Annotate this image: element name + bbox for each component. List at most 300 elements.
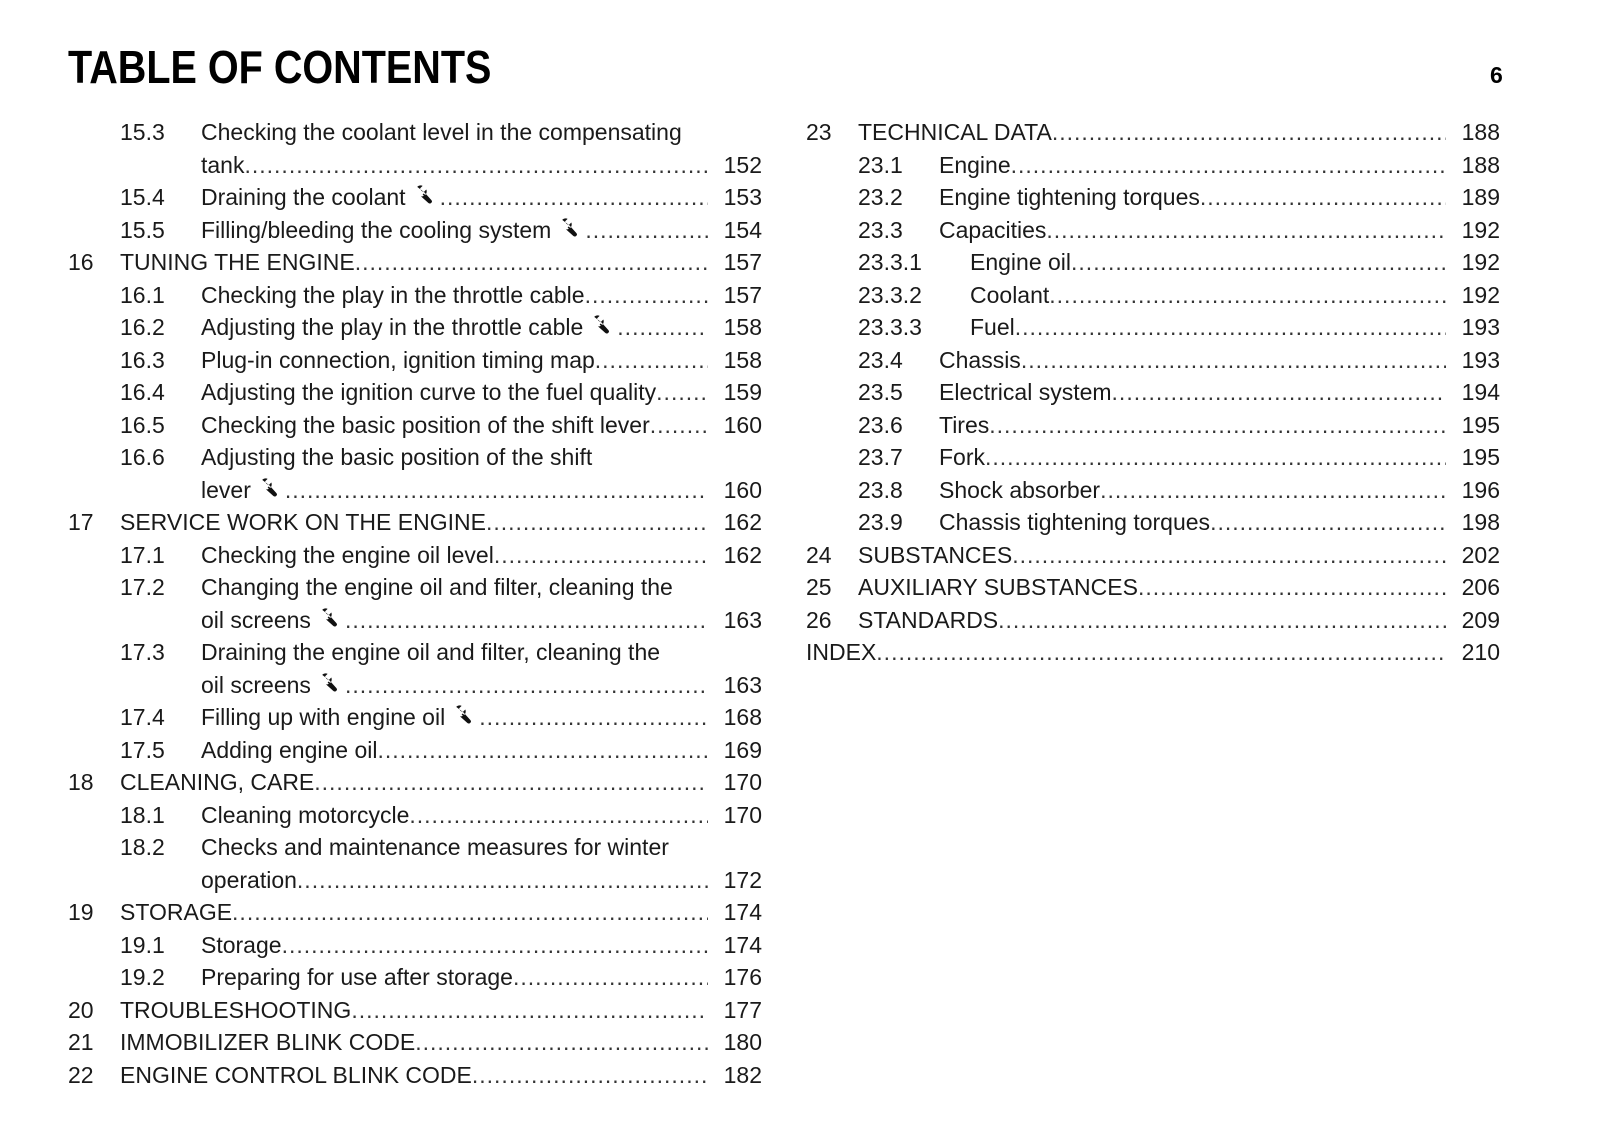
toc-entry-page[interactable]: 162	[723, 541, 762, 568]
toc-entry-number: 23.9	[858, 509, 903, 535]
toc-entry-number: 19.1	[120, 931, 165, 958]
toc-entry-page[interactable]: 158	[723, 314, 762, 340]
toc-entry-title-wrap	[201, 604, 708, 637]
toc-entry-title-wrap	[939, 214, 1446, 247]
toc-entry[interactable]	[806, 181, 1500, 214]
toc-entry-title-wrap	[201, 929, 708, 962]
toc-entry-page[interactable]: 192	[1461, 249, 1500, 275]
toc-entry-title[interactable]: IMMOBILIZER BLINK CODE	[120, 1029, 416, 1055]
toc-entry-title[interactable]: Fuel	[970, 314, 1015, 340]
toc-entry-title-wrap	[201, 376, 708, 409]
toc-entry-number: 16.1	[120, 281, 165, 308]
dot-leader	[1046, 214, 1446, 247]
toc-entry-page[interactable]: 162	[723, 509, 762, 535]
toc-entry-title[interactable]: Fork	[939, 444, 985, 470]
toc-entry-first-line	[68, 571, 762, 604]
toc-entry-title-wrap	[120, 246, 708, 279]
dot-leader	[244, 149, 708, 182]
toc-entry-row	[806, 539, 1500, 572]
toc-entry-title-wrap	[201, 799, 708, 832]
toc-entry-page[interactable]: 169	[723, 736, 762, 763]
toc-entry-title[interactable]: Adjusting the play in the throttle cable	[201, 314, 584, 340]
dot-leader	[513, 961, 708, 994]
toc-entry-title-wrap	[201, 214, 708, 247]
toc-entry-title-wrap	[201, 539, 708, 572]
toc-entry-row	[68, 766, 762, 799]
toc-entry-title[interactable]: STORAGE	[120, 899, 233, 925]
toc-entry-row	[68, 279, 762, 312]
dot-leader	[1052, 116, 1446, 149]
toc-entry-row	[68, 896, 762, 929]
toc-entry-title[interactable]: Electrical system	[939, 379, 1112, 405]
toc-entry-title-wrap	[201, 961, 708, 994]
toc-entry-page[interactable]: 209	[1461, 606, 1500, 633]
toc-entry-title-wrap	[201, 864, 708, 897]
toc-entry-row	[806, 279, 1500, 312]
toc-right-column	[806, 116, 1500, 669]
toc-entry-title[interactable]: Plug-in connection, ignition timing map	[201, 346, 595, 373]
toc-entry[interactable]	[68, 701, 762, 734]
toc-entry-title[interactable]: Engine tightening torques	[939, 184, 1200, 210]
toc-entry[interactable]	[68, 116, 762, 181]
toc-entry[interactable]	[68, 311, 762, 344]
toc-entry-title[interactable]: Capacities	[939, 216, 1047, 243]
toc-entry-row	[68, 409, 762, 442]
toc-entry[interactable]	[68, 831, 762, 896]
toc-entry-page[interactable]: 193	[1461, 314, 1500, 340]
toc-entry-title-wrap	[970, 246, 1446, 279]
toc-entry-title[interactable]: Cleaning motorcycle	[201, 801, 410, 828]
toc-entry-page[interactable]: 157	[723, 249, 762, 275]
toc-entry-page[interactable]: 168	[723, 704, 762, 730]
toc-entry-page[interactable]: 170	[723, 801, 762, 828]
toc-entry-page[interactable]: 195	[1461, 444, 1500, 470]
toc-entry[interactable]	[806, 344, 1500, 377]
toc-entry-title[interactable]: INDEX	[806, 639, 877, 665]
toc-entry-row	[806, 214, 1500, 247]
toc-entry[interactable]	[806, 214, 1500, 247]
toc-entry[interactable]	[68, 409, 762, 442]
dot-leader	[355, 246, 708, 279]
dot-leader	[232, 896, 708, 929]
toc-entry-title-wrap	[939, 344, 1446, 377]
toc-entry-title-wrap	[201, 669, 708, 702]
dot-leader	[472, 1059, 708, 1092]
toc-entry-title-wrap	[939, 506, 1446, 539]
toc-entry[interactable]	[68, 929, 762, 962]
dot-leader	[415, 1026, 708, 1059]
toc-entry-title-wrap	[201, 279, 708, 312]
toc-entry-page[interactable]: 198	[1461, 509, 1500, 535]
toc-entry-page[interactable]: 174	[723, 899, 762, 925]
toc-entry-number: 26	[806, 606, 832, 633]
toc-entry-page[interactable]: 194	[1461, 379, 1500, 405]
toc-entry-number: 23.3	[858, 216, 903, 243]
toc-entry-page[interactable]: 192	[1461, 216, 1500, 243]
toc-entry-row	[68, 506, 762, 539]
toc-entry-title-wrap	[120, 896, 708, 929]
toc-entry-number: 16.5	[120, 411, 165, 438]
toc-entry[interactable]	[68, 279, 762, 312]
toc-entry-title-line1: Checking the coolant level in the compensating	[201, 119, 682, 145]
toc-entry-title-wrap	[201, 311, 708, 344]
toc-entry-page[interactable]: 192	[1461, 281, 1500, 308]
toc-entry-number: 17.4	[120, 704, 165, 730]
toc-entry-number: 23.1	[858, 151, 903, 178]
toc-entry-row	[806, 636, 1500, 669]
toc-entry-page[interactable]: 172	[723, 866, 762, 893]
toc-entry-title[interactable]: Chassis tightening torques	[939, 509, 1211, 535]
toc-entry-row	[806, 149, 1500, 182]
toc-entry-title[interactable]: SUBSTANCES	[858, 541, 1013, 568]
toc-entry-row	[68, 214, 762, 247]
toc-entry-page[interactable]: 160	[723, 411, 762, 438]
dot-leader	[1200, 181, 1446, 214]
toc-entry-number: 23.4	[858, 346, 903, 373]
toc-entry[interactable]	[68, 766, 762, 799]
toc-entry-row	[806, 311, 1500, 344]
toc-entry-title[interactable]: Filling up with engine oil	[201, 704, 446, 730]
toc-entry-title[interactable]: tank	[201, 151, 245, 178]
toc-entry-title[interactable]: STANDARDS	[858, 606, 999, 633]
toc-entry-page[interactable]: 189	[1461, 184, 1500, 210]
toc-entry[interactable]	[806, 246, 1500, 279]
toc-entry[interactable]	[68, 636, 762, 701]
dot-leader	[1015, 311, 1446, 344]
toc-entry-row	[806, 506, 1500, 539]
toc-entry-title-wrap	[858, 571, 1446, 604]
toc-entry-title-wrap	[120, 994, 708, 1027]
toc-entry-row	[68, 149, 762, 182]
toc-entry-row	[68, 734, 762, 767]
toc-entry-number: 22	[68, 1061, 94, 1088]
toc-entry-row	[68, 994, 762, 1027]
dot-leader	[1049, 279, 1446, 312]
toc-entry-row	[68, 701, 762, 734]
toc-entry-number: 16.2	[120, 314, 165, 340]
toc-entry-number: 20	[68, 996, 94, 1023]
wrench-icon	[559, 214, 581, 236]
toc-entry-row	[806, 409, 1500, 442]
toc-entry-row	[68, 376, 762, 409]
toc-entry-page[interactable]: 180	[723, 1029, 762, 1055]
toc-entry-row	[68, 246, 762, 279]
toc-entry[interactable]	[806, 409, 1500, 442]
toc-entry-title[interactable]: Checking the play in the throttle cable	[201, 281, 585, 308]
toc-entry-number: 25	[806, 574, 832, 600]
toc-entry-title[interactable]: Coolant	[970, 281, 1050, 308]
dot-leader	[297, 864, 708, 897]
dot-leader	[617, 311, 708, 344]
toc-entry-title-wrap	[970, 311, 1446, 344]
toc-entry-title[interactable]: Adjusting the ignition curve to the fuel quality	[201, 379, 657, 405]
toc-entry-title-wrap	[120, 1026, 708, 1059]
toc-entry-title-wrap	[858, 604, 1446, 637]
toc-entry[interactable]	[806, 539, 1500, 572]
page-title: TABLE OF CONTENTS	[68, 41, 492, 93]
toc-entry-title-wrap	[120, 1059, 708, 1092]
dot-leader	[876, 636, 1446, 669]
toc-entry[interactable]	[68, 961, 762, 994]
toc-entry-title-wrap	[201, 344, 708, 377]
dot-leader	[1012, 539, 1446, 572]
toc-entry-row	[68, 344, 762, 377]
dot-leader	[1011, 149, 1446, 182]
toc-entry-title-wrap	[201, 701, 708, 734]
toc-entry-row	[68, 864, 762, 897]
toc-entry[interactable]	[806, 506, 1500, 539]
toc-entry-number: 17	[68, 509, 94, 535]
toc-entry[interactable]	[68, 181, 762, 214]
toc-entry-title-wrap	[970, 279, 1446, 312]
toc-entry-row	[806, 604, 1500, 637]
dot-leader	[585, 279, 708, 312]
toc-entry[interactable]	[806, 571, 1500, 604]
toc-entry[interactable]	[68, 896, 762, 929]
toc-entry-number: 15.4	[120, 184, 165, 210]
toc-entry-title-wrap	[120, 506, 708, 539]
toc-entry-title[interactable]: lever	[201, 476, 251, 503]
toc-entry-page[interactable]: 202	[1461, 541, 1500, 568]
toc-entry-title[interactable]: Tires	[939, 411, 990, 438]
toc-entry-title[interactable]: Shock absorber	[939, 476, 1101, 503]
toc-entry-page[interactable]: 154	[723, 216, 762, 243]
toc-entry-page[interactable]: 170	[723, 769, 762, 795]
dot-leader	[440, 181, 708, 214]
toc-entry-title[interactable]: Adding engine oil	[201, 736, 378, 763]
dot-leader	[1071, 246, 1446, 279]
toc-entry-row	[68, 311, 762, 344]
toc-entry[interactable]	[68, 1059, 762, 1092]
toc-entry-title[interactable]: oil screens	[201, 606, 311, 633]
toc-entry-page[interactable]: 193	[1461, 346, 1500, 373]
toc-entry-title-wrap	[201, 474, 708, 507]
toc-entry-title-wrap	[939, 441, 1446, 474]
toc-entry-title-wrap	[939, 409, 1446, 442]
toc-entry-title-wrap	[120, 766, 708, 799]
dot-leader	[998, 604, 1446, 637]
toc-entry-title[interactable]: operation	[201, 866, 297, 893]
toc-entry-page[interactable]: 160	[723, 476, 762, 503]
toc-entry-number: 24	[806, 541, 832, 568]
toc-entry-title-line1: Adjusting the basic position of the shift	[201, 444, 593, 470]
toc-entry[interactable]	[68, 344, 762, 377]
toc-entry-first-line	[68, 116, 762, 149]
toc-entry-number: 23.6	[858, 411, 903, 438]
toc-entry-page[interactable]: 163	[723, 671, 762, 698]
toc-entry-title[interactable]: CLEANING, CARE	[120, 769, 315, 795]
toc-entry-number: 21	[68, 1029, 94, 1055]
toc-entry[interactable]	[806, 474, 1500, 507]
dot-leader	[1112, 376, 1446, 409]
toc-entry-row	[806, 441, 1500, 474]
toc-entry-title[interactable]: Preparing for use after storage	[201, 964, 513, 990]
toc-entry[interactable]	[806, 311, 1500, 344]
wrench-icon	[319, 604, 341, 626]
toc-entry-row	[806, 376, 1500, 409]
toc-entry[interactable]	[68, 571, 762, 636]
toc-entry-number: 16.3	[120, 346, 165, 373]
wrench-icon	[414, 181, 436, 203]
toc-entry[interactable]	[806, 149, 1500, 182]
toc-entry-number: 23.2	[858, 184, 903, 210]
toc-entry-page[interactable]: 177	[723, 996, 762, 1023]
toc-entry-title-wrap	[201, 409, 708, 442]
toc-entry-page[interactable]: 210	[1461, 639, 1500, 665]
toc-entry-title-wrap	[201, 181, 708, 214]
toc-entry-row	[68, 929, 762, 962]
toc-entry-row	[68, 1026, 762, 1059]
toc-entry-title[interactable]: Filling/bleeding the cooling system	[201, 216, 552, 243]
dot-leader	[285, 474, 708, 507]
toc-entry-title-wrap	[201, 734, 708, 767]
dot-leader	[1138, 571, 1446, 604]
toc-entry-number: 19	[68, 899, 94, 925]
toc-entry-title[interactable]: Chassis	[939, 346, 1021, 373]
dot-leader	[345, 669, 708, 702]
toc-entry[interactable]	[806, 376, 1500, 409]
toc-entry-number: 17.5	[120, 736, 165, 763]
toc-entry-title[interactable]: Storage	[201, 931, 282, 958]
toc-entry-title[interactable]: Draining the coolant	[201, 184, 406, 210]
toc-entry-title-wrap	[858, 116, 1446, 149]
toc-entry-number: 17.2	[120, 574, 165, 600]
toc-entry[interactable]	[68, 734, 762, 767]
toc-entry-title[interactable]: TUNING THE ENGINE	[120, 249, 355, 275]
toc-entry-title-wrap	[939, 149, 1446, 182]
wrench-icon	[259, 474, 281, 496]
toc-entry-title[interactable]: Engine oil	[970, 249, 1072, 275]
dot-leader	[595, 344, 708, 377]
toc-entry-page[interactable]: 206	[1461, 574, 1500, 600]
toc-entry[interactable]	[68, 246, 762, 279]
toc-entry-number: 23.5	[858, 379, 903, 405]
toc-entry[interactable]	[806, 636, 1500, 669]
toc-entry-title[interactable]: Engine	[939, 151, 1011, 178]
toc-entry[interactable]	[68, 214, 762, 247]
toc-entry-number: 23.3.3	[858, 314, 922, 340]
dot-leader	[1210, 506, 1446, 539]
toc-entry-page[interactable]: 188	[1461, 151, 1500, 178]
toc-entry-row	[68, 474, 762, 507]
toc-entry-page[interactable]: 163	[723, 606, 762, 633]
dot-leader	[351, 994, 708, 1027]
toc-entry-title-wrap	[858, 539, 1446, 572]
toc-entry-title-line1: Draining the engine oil and filter, cleaning the	[201, 639, 661, 665]
toc-entry-page[interactable]: 159	[723, 379, 762, 405]
toc-entry-page[interactable]: 188	[1461, 119, 1500, 145]
toc-entry-number: 23.7	[858, 444, 903, 470]
toc-entry-title[interactable]: Checking the basic position of the shift lever	[201, 411, 650, 438]
toc-entry-row	[806, 181, 1500, 214]
toc-entry-row	[68, 181, 762, 214]
toc-entry[interactable]	[68, 506, 762, 539]
toc-entry-title[interactable]: TECHNICAL DATA	[858, 119, 1052, 145]
toc-entry-row	[806, 344, 1500, 377]
toc-entry-row	[68, 539, 762, 572]
toc-entry[interactable]	[68, 994, 762, 1027]
toc-entry-row	[68, 669, 762, 702]
toc-entry-number: 18.1	[120, 801, 165, 828]
toc-entry[interactable]	[68, 441, 762, 506]
toc-entry-title-line1: Changing the engine oil and filter, cleaning the	[201, 574, 673, 600]
toc-entry-page[interactable]: 176	[723, 964, 762, 990]
toc-entry-title[interactable]: Checking the engine oil level	[201, 541, 494, 568]
toc-entry-title-line1: Checks and maintenance measures for winter	[201, 834, 669, 860]
toc-entry-number: 23.3.2	[858, 281, 922, 308]
toc-entry-number: 23.3.1	[858, 249, 922, 275]
toc-entry-first-line	[68, 441, 762, 474]
toc-entry-row	[68, 961, 762, 994]
toc-entry-row	[68, 604, 762, 637]
dot-leader	[409, 799, 708, 832]
toc-entry-number: 16.6	[120, 444, 165, 470]
toc-entry-page[interactable]: 153	[723, 184, 762, 210]
wrench-icon	[319, 669, 341, 691]
toc-entry-title[interactable]: AUXILIARY SUBSTANCES	[858, 574, 1138, 600]
toc-entry[interactable]	[806, 116, 1500, 149]
toc-entry-number: 16.4	[120, 379, 165, 405]
toc-entry-title[interactable]: oil screens	[201, 671, 311, 698]
toc-entry-row	[806, 571, 1500, 604]
dot-leader	[479, 701, 708, 734]
toc-entry-number: 18	[68, 769, 94, 795]
dot-leader	[656, 376, 708, 409]
dot-leader	[989, 409, 1446, 442]
toc-entry-number: 19.2	[120, 964, 165, 990]
toc-entry[interactable]	[806, 279, 1500, 312]
toc-entry-page[interactable]: 195	[1461, 411, 1500, 438]
toc-entry-title-wrap	[939, 474, 1446, 507]
toc-entry[interactable]	[68, 539, 762, 572]
toc-entry-page[interactable]: 174	[723, 931, 762, 958]
toc-left-column	[68, 116, 762, 1091]
toc-entry-page[interactable]: 196	[1461, 476, 1500, 503]
dot-leader	[486, 506, 708, 539]
toc-entry[interactable]	[68, 1026, 762, 1059]
toc-entry[interactable]	[68, 799, 762, 832]
dot-leader	[345, 604, 708, 637]
toc-entry-first-line	[68, 831, 762, 864]
dot-leader	[494, 539, 708, 572]
toc-entry-row	[68, 799, 762, 832]
toc-entry[interactable]	[806, 441, 1500, 474]
toc-entry-page[interactable]: 152	[723, 151, 762, 178]
toc-entry-title-wrap	[201, 149, 708, 182]
toc-entry-row	[806, 474, 1500, 507]
wrench-icon	[453, 701, 475, 723]
toc-entry-number: 23.8	[858, 476, 903, 503]
toc-entry-row	[806, 246, 1500, 279]
wrench-icon	[591, 311, 613, 333]
toc-entry-number: 18.2	[120, 834, 165, 860]
toc-entry-page[interactable]: 158	[723, 346, 762, 373]
page-number: 6	[1490, 62, 1503, 88]
dot-leader	[282, 929, 708, 962]
toc-entry-title[interactable]: TROUBLESHOOTING	[120, 996, 352, 1023]
toc-entry[interactable]	[806, 604, 1500, 637]
dot-leader	[985, 441, 1446, 474]
toc-entry-number: 16	[68, 249, 94, 275]
toc-entry[interactable]	[68, 376, 762, 409]
toc-entry-page[interactable]: 157	[723, 281, 762, 308]
toc-entry-number: 15.3	[120, 119, 165, 145]
toc-entry-row	[68, 1059, 762, 1092]
toc-entry-first-line	[68, 636, 762, 669]
toc-entry-title[interactable]: ENGINE CONTROL BLINK CODE	[120, 1061, 472, 1088]
toc-entry-page[interactable]: 182	[723, 1061, 762, 1088]
toc-entry-title[interactable]: SERVICE WORK ON THE ENGINE	[120, 509, 486, 535]
